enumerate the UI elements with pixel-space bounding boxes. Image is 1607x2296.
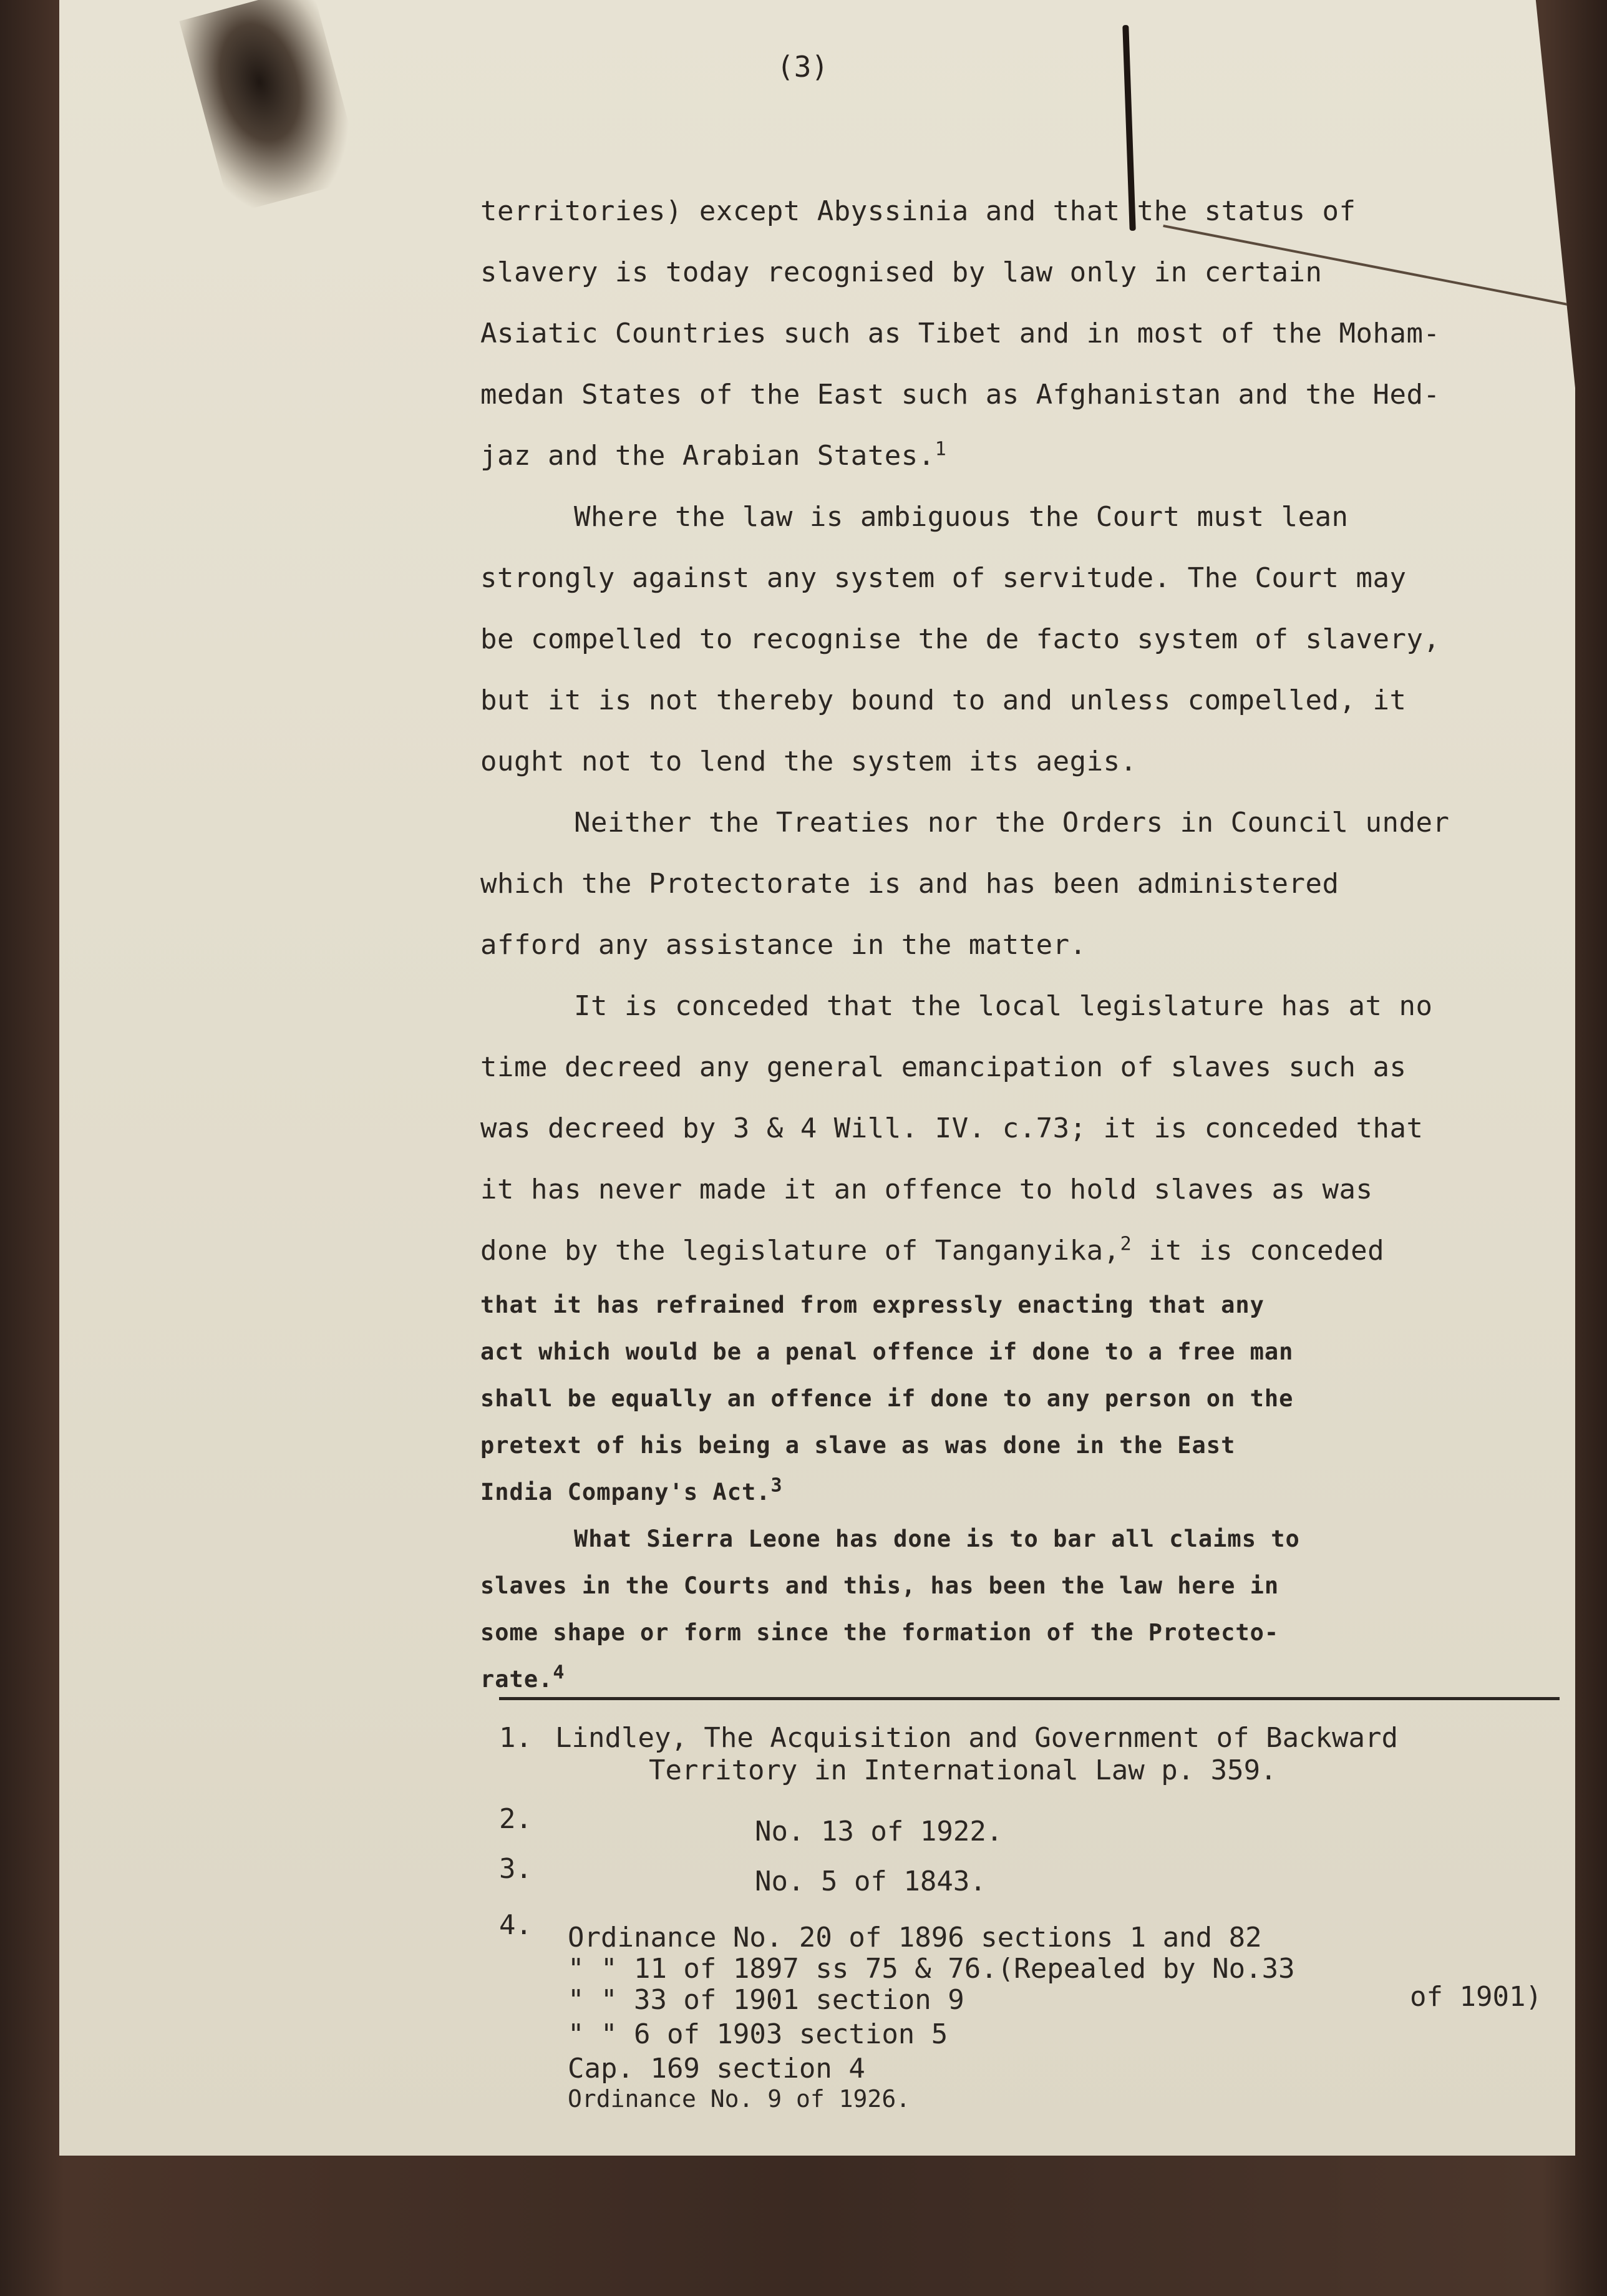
paragraph-line: some shape or form since the formation of the Protecto- <box>480 1619 1279 1646</box>
text-span: India Company's Act. <box>480 1479 771 1506</box>
ordinance-row: Ordinance No. 9 of 1926. <box>568 2085 911 2113</box>
ordinance-row: Ordinance No. 20 of 1896 sections 1 and 82 <box>568 1922 1262 1953</box>
paragraph-line <box>480 1220 1535 1282</box>
paragraph-line: but it is not thereby bound to and unless compelled, it <box>480 684 1407 716</box>
paragraph-line <box>480 1656 1535 1703</box>
footnote-number: 1. <box>499 1722 532 1754</box>
ordinance-row: " " 6 of 1903 section 5 <box>568 2018 948 2050</box>
body-text <box>480 181 1535 1703</box>
footnote-rule <box>499 1697 1560 1700</box>
footnotes <box>499 1722 1572 2115</box>
paragraph-line: act which would be a penal offence if done to a free man <box>480 1338 1294 1365</box>
paragraph-line <box>480 1469 1535 1515</box>
paragraph-line: strongly against any system of servitude. The Court may <box>480 562 1407 594</box>
text-line: territories) except Abyssinia and that the status of <box>480 195 1356 227</box>
footnote-number: 4. <box>499 1909 532 1941</box>
footnote-text: Lindley, The Acquisition and Government of Backward <box>555 1722 1399 1754</box>
paragraph-line: be compelled to recognise the de facto system of slavery, <box>480 623 1440 655</box>
ordinance-row: " " 33 of 1901 section 9 <box>568 1984 964 2016</box>
paragraph-line: shall be equally an offence if done to any person on the <box>480 1385 1294 1412</box>
footnote-text: No. 13 of 1922. <box>755 1816 1003 1847</box>
footnote-ref-2: 2 <box>1120 1233 1132 1255</box>
ordinance-row: " " 11 of 1897 ss 75 & 76.(Repealed by No.33 <box>568 1953 1295 1985</box>
text-line <box>480 426 1535 487</box>
text-span: jaz and the Arabian States. <box>480 440 935 472</box>
paragraph-line: ought not to lend the system its aegis. <box>480 746 1137 777</box>
footnote-3 <box>499 1853 1572 1903</box>
burn-stain <box>179 0 363 214</box>
page-number: (3) <box>777 50 829 84</box>
ordinance-row: Cap. 169 section 4 <box>568 2053 865 2084</box>
repeal-note: of 1901) <box>1410 1981 1542 2013</box>
text-line: medan States of the East such as Afghanistan and the Hed- <box>480 379 1440 411</box>
footnote-text: No. 5 of 1843. <box>755 1865 986 1897</box>
paragraph-line: What Sierra Leone has done is to bar all claims to <box>574 1525 1300 1552</box>
text-line: Asiatic Countries such as Tibet and in most of the Moham- <box>480 318 1440 349</box>
footnote-text: Territory in International Law p. 359. <box>649 1754 1277 1786</box>
paragraph-line: afford any assistance in the matter. <box>480 929 1087 961</box>
footnote-4 <box>499 1903 1572 2115</box>
paragraph-line: Neither the Treaties nor the Orders in Council under <box>574 807 1450 839</box>
paragraph-line: which the Protectorate is and has been administered <box>480 868 1339 900</box>
footnote-ref-4: 4 <box>553 1661 565 1684</box>
text-span: rate. <box>480 1666 553 1693</box>
footnote-ref-3: 3 <box>770 1474 783 1497</box>
text-line: slavery is today recognised by law only in certain <box>480 256 1323 288</box>
footnote-ref-1: 1 <box>935 438 947 460</box>
paragraph-line: It is conceded that the local legislature has at no <box>574 990 1433 1022</box>
paragraph-line: was decreed by 3 & 4 Will. IV. c.73; it is conceded that <box>480 1112 1424 1144</box>
text-span: it is conceded <box>1132 1235 1385 1267</box>
paragraph-line: that it has refrained from expressly enacting that any <box>480 1292 1265 1318</box>
paragraph-line: it has never made it an offence to hold slaves as was <box>480 1174 1373 1205</box>
footnote-number: 3. <box>499 1853 532 1885</box>
text-span: done by the legislature of Tanganyika, <box>480 1235 1120 1267</box>
paragraph-line: pretext of his being a slave as was done in the East <box>480 1432 1236 1459</box>
paragraph-line: time decreed any general emancipation of slaves such as <box>480 1051 1407 1083</box>
footnote-1 <box>499 1722 1572 1803</box>
footnote-number: 2. <box>499 1803 532 1835</box>
paragraph-line: Where the law is ambiguous the Court must lean <box>574 501 1349 533</box>
footnote-2 <box>499 1803 1572 1853</box>
paragraph-line: slaves in the Courts and this, has been the law here in <box>480 1572 1279 1599</box>
